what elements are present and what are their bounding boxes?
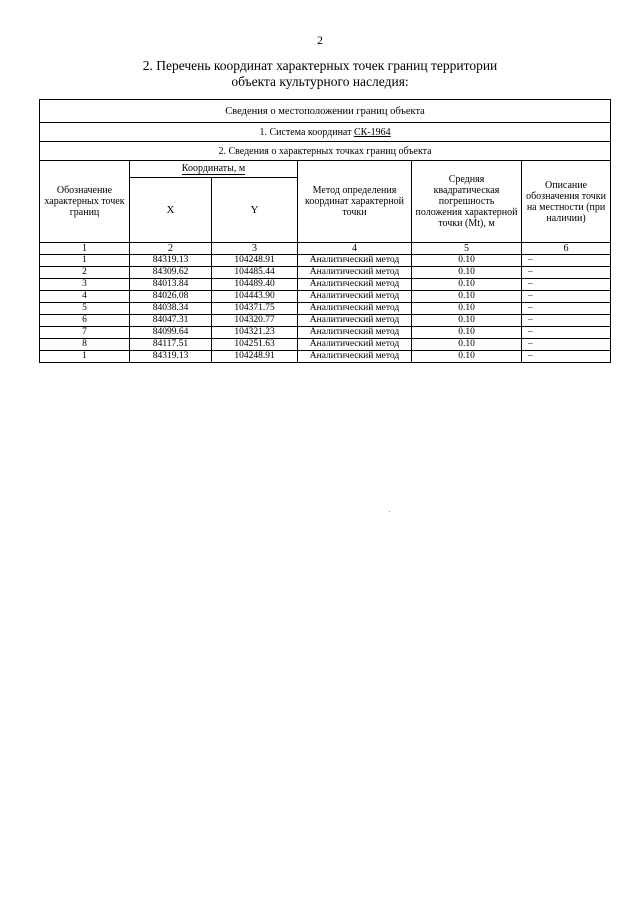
cell-x: 84038.34 bbox=[130, 303, 212, 315]
header-y: Y bbox=[212, 178, 298, 243]
cell-y: 104320.77 bbox=[212, 315, 298, 327]
coordinate-system-name: СК-1964 bbox=[353, 126, 391, 138]
scan-speck bbox=[389, 511, 390, 512]
cell-description: – bbox=[522, 291, 611, 303]
header-error: Средняя квадратическая погрешность положения характерной точки (Mt), м bbox=[412, 161, 522, 243]
column-number: 6 bbox=[522, 243, 611, 255]
column-numbers-row bbox=[40, 243, 611, 255]
table-row bbox=[40, 339, 611, 351]
header-coordinates-label: Координаты, м bbox=[181, 163, 246, 174]
cell-point: 1 bbox=[40, 351, 130, 363]
cell-y: 104371.75 bbox=[212, 303, 298, 315]
cell-error: 0.10 bbox=[412, 255, 522, 267]
cell-y: 104251.63 bbox=[212, 339, 298, 351]
cell-x: 84047.31 bbox=[130, 315, 212, 327]
table-row bbox=[40, 327, 611, 339]
title-line-2: объекта культурного наследия: bbox=[231, 74, 409, 89]
cell-method: Аналитический метод bbox=[298, 267, 412, 279]
cell-description: – bbox=[522, 267, 611, 279]
cell-description: – bbox=[522, 303, 611, 315]
table-row bbox=[40, 267, 611, 279]
cell-description: – bbox=[522, 351, 611, 363]
cell-y: 104485.44 bbox=[212, 267, 298, 279]
column-number: 1 bbox=[40, 243, 130, 255]
header-description: Описание обозначения точки на местности (при наличии) bbox=[522, 161, 611, 243]
column-number: 4 bbox=[298, 243, 412, 255]
cell-point: 5 bbox=[40, 303, 130, 315]
header-coordinates bbox=[130, 161, 298, 178]
cell-error: 0.10 bbox=[412, 315, 522, 327]
cell-point: 8 bbox=[40, 339, 130, 351]
cell-y: 104248.91 bbox=[212, 255, 298, 267]
cell-y: 104248.91 bbox=[212, 351, 298, 363]
table-row bbox=[40, 303, 611, 315]
data-rows bbox=[40, 255, 611, 363]
cell-x: 84319.13 bbox=[130, 255, 212, 267]
cell-description: – bbox=[522, 339, 611, 351]
cell-error: 0.10 bbox=[412, 351, 522, 363]
cell-method: Аналитический метод bbox=[298, 255, 412, 267]
cell-method: Аналитический метод bbox=[298, 291, 412, 303]
table-row bbox=[40, 255, 611, 267]
cell-method: Аналитический метод bbox=[298, 327, 412, 339]
cell-method: Аналитический метод bbox=[298, 303, 412, 315]
points-section-row: 2. Сведения о характерных точках границ объекта bbox=[40, 142, 611, 161]
table-row bbox=[40, 351, 611, 363]
coordinate-system-label: 1. Система координат bbox=[259, 126, 354, 138]
cell-method: Аналитический метод bbox=[298, 279, 412, 291]
cell-error: 0.10 bbox=[412, 267, 522, 279]
cell-point: 1 bbox=[40, 255, 130, 267]
cell-description: – bbox=[522, 255, 611, 267]
column-number: 5 bbox=[412, 243, 522, 255]
cell-point: 6 bbox=[40, 315, 130, 327]
cell-x: 84013.84 bbox=[130, 279, 212, 291]
cell-point: 7 bbox=[40, 327, 130, 339]
cell-error: 0.10 bbox=[412, 303, 522, 315]
cell-method: Аналитический метод bbox=[298, 351, 412, 363]
cell-y: 104321.23 bbox=[212, 327, 298, 339]
table-row bbox=[40, 291, 611, 303]
cell-y: 104489.40 bbox=[212, 279, 298, 291]
cell-error: 0.10 bbox=[412, 291, 522, 303]
header-point-designation: Обозначение характерных точек границ bbox=[40, 161, 130, 243]
column-number: 2 bbox=[130, 243, 212, 255]
document-title bbox=[0, 58, 640, 90]
cell-method: Аналитический метод bbox=[298, 315, 412, 327]
column-number: 3 bbox=[212, 243, 298, 255]
title-line-1: 2. Перечень координат характерных точек границ территории bbox=[142, 58, 498, 73]
cell-description: – bbox=[522, 279, 611, 291]
cell-y: 104443.90 bbox=[212, 291, 298, 303]
cell-x: 84319.13 bbox=[130, 351, 212, 363]
cell-x: 84309.62 bbox=[130, 267, 212, 279]
header-method: Метод определения координат характерной точки bbox=[298, 161, 412, 243]
cell-error: 0.10 bbox=[412, 279, 522, 291]
table-row bbox=[40, 315, 611, 327]
cell-x: 84099.64 bbox=[130, 327, 212, 339]
cell-error: 0.10 bbox=[412, 339, 522, 351]
coordinate-system-row bbox=[40, 123, 611, 142]
cell-point: 3 bbox=[40, 279, 130, 291]
table-row bbox=[40, 279, 611, 291]
cell-description: – bbox=[522, 327, 611, 339]
header-x: X bbox=[130, 178, 212, 243]
cell-x: 84117.51 bbox=[130, 339, 212, 351]
cell-method: Аналитический метод bbox=[298, 339, 412, 351]
cell-description: – bbox=[522, 315, 611, 327]
page-number: 2 bbox=[317, 33, 323, 47]
cell-point: 2 bbox=[40, 267, 130, 279]
cell-error: 0.10 bbox=[412, 327, 522, 339]
cell-point: 4 bbox=[40, 291, 130, 303]
coordinates-table bbox=[39, 99, 611, 363]
section-header: Сведения о местоположении границ объекта bbox=[40, 100, 611, 123]
cell-x: 84026.08 bbox=[130, 291, 212, 303]
